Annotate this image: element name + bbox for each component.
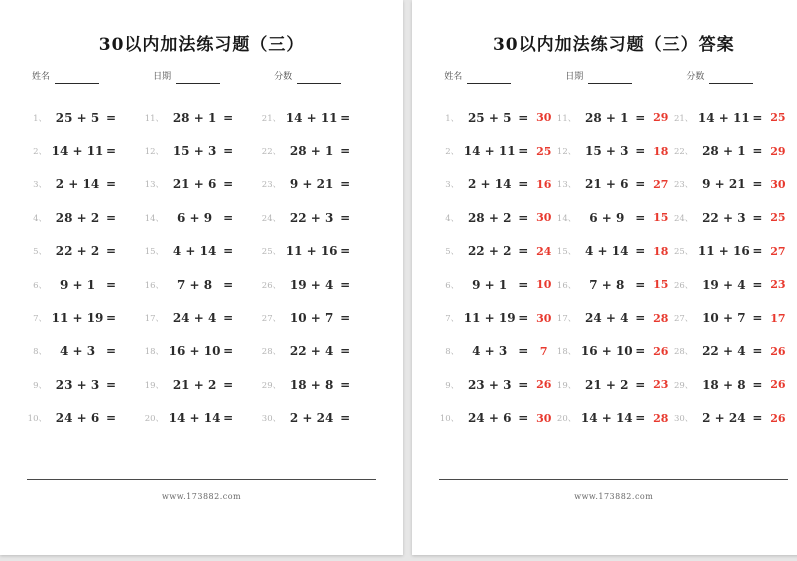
problem-expression: 21 + 6 [172,177,217,192]
field-blank-line [176,71,220,84]
problem-number: 17、 [144,314,165,325]
problem-number: 25、 [261,247,282,258]
footer-url: www.173882.com [574,492,654,501]
problem-item [26,201,143,234]
problem-expression: 23 + 3 [467,377,512,392]
equals-sign: = [752,377,763,392]
problem-number: 1、 [445,113,460,124]
problem-expression: 9 + 21 [702,177,746,192]
field-label: 分数 [274,72,293,82]
problem-expression: 22 + 2 [467,244,512,259]
problem-expression: 7 + 8 [589,277,625,292]
problem-expression: 16 + 10 [580,344,633,359]
problem-number: 23、 [261,180,282,191]
problem-expression: 22 + 4 [289,344,334,359]
equals-sign: = [752,411,763,426]
problem-number: 13、 [556,180,577,191]
equals-sign: = [340,110,351,125]
problem-answer: 30 [536,111,552,125]
footer-url: www.173882.com [162,492,242,501]
equals-sign: = [106,411,117,426]
problem-item [143,235,260,268]
problem-expression: 18 + 8 [702,377,746,392]
problem-expression: 19 + 4 [289,277,334,292]
equals-sign: = [752,311,763,326]
equals-sign: = [223,144,234,159]
problem-item [260,402,377,435]
problem-expression: 14 + 11 [463,144,516,159]
equals-sign: = [518,144,529,159]
problem-item [555,235,672,268]
problem-number: 16、 [556,280,577,291]
problem-item [672,301,789,334]
problem-number: 24、 [261,213,282,224]
problem-answer: 27 [653,177,669,191]
problem-item [260,101,377,134]
problem-expression: 18 + 8 [289,377,334,392]
page-title: 30以内加法练习题（三）答案 [492,35,735,55]
problem-item [143,402,260,435]
problem-number: 22、 [261,147,282,158]
problem-expression: 2 + 24 [289,411,334,426]
problem-number: 30、 [261,414,282,425]
problem-item [438,268,555,301]
problem-number: 25、 [673,247,694,258]
problem-item [555,368,672,401]
equals-sign: = [106,277,117,292]
problem-expression: 24 + 4 [172,311,217,326]
equals-sign: = [518,377,529,392]
equals-sign: = [340,244,351,259]
problem-answer: 25 [536,144,552,158]
problem-answer: 16 [536,177,552,191]
problem-expression: 4 + 3 [59,344,96,359]
equals-sign: = [635,344,646,359]
equals-sign: = [635,277,646,292]
problem-number: 28、 [673,347,694,358]
problem-number: 27、 [673,314,694,325]
problem-expression: 22 + 3 [702,210,746,225]
field-blank-line [297,71,341,84]
problem-number: 2、 [33,147,47,158]
problem-expression: 7 + 8 [177,277,213,292]
problem-expression: 21 + 2 [585,377,629,392]
problem-item [672,368,789,401]
problem-answer: 30 [770,177,786,191]
equals-sign: = [752,144,763,159]
problem-item [143,301,260,334]
equals-sign: = [752,210,763,225]
problem-item [438,101,555,134]
problem-number: 20、 [144,414,165,425]
problem-number: 6、 [445,280,460,291]
field-label: 日期 [153,72,172,82]
problem-item [672,101,789,134]
problem-expression: 2 + 14 [467,177,512,192]
equals-sign: = [106,244,117,259]
problem-answer: 26 [770,378,786,392]
equals-sign: = [752,277,763,292]
problem-answer: 18 [653,144,669,158]
problem-item [438,235,555,268]
equals-sign: = [518,411,529,426]
equals-sign: = [518,177,529,192]
problem-answer: 15 [653,278,669,292]
problem-item [143,201,260,234]
equals-sign: = [635,411,646,426]
equals-sign: = [223,311,234,326]
equals-sign: = [106,144,117,159]
problem-number: 20、 [556,414,577,425]
field-label: 姓名 [444,72,463,82]
field-blank-line [588,71,632,84]
problem-item [260,368,377,401]
problem-item [438,335,555,368]
problem-expression: 23 + 3 [55,377,100,392]
equals-sign: = [340,277,351,292]
equals-sign: = [340,144,351,159]
problem-answer: 23 [770,278,786,292]
problem-answer: 26 [770,411,786,425]
equals-sign: = [635,377,646,392]
problem-number: 9、 [33,380,47,391]
problem-expression: 6 + 9 [177,210,213,225]
problem-expression: 16 + 10 [168,344,221,359]
problem-answer: 29 [653,111,669,125]
problem-item [26,235,143,268]
problem-answer: 28 [653,311,669,325]
equals-sign: = [106,177,117,192]
problem-item [672,168,789,201]
problem-number: 27、 [261,314,282,325]
problem-item [143,335,260,368]
problem-number: 7、 [445,314,460,325]
problem-number: 15、 [144,247,165,258]
problem-expression: 24 + 6 [55,411,100,426]
field-blank-line [467,71,511,84]
problem-expression: 14 + 14 [580,411,633,426]
problem-number: 7、 [33,314,47,325]
problem-item [26,301,143,334]
problem-item [672,134,789,167]
problem-answer: 17 [770,311,786,325]
problem-answer: 30 [536,411,552,425]
problem-answer: 27 [770,244,786,258]
problem-number: 26、 [673,280,694,291]
problem-number: 4、 [33,213,47,224]
equals-sign: = [340,210,351,225]
problem-answer: 15 [653,211,669,225]
problem-item [438,134,555,167]
problem-number: 11、 [556,113,577,124]
problem-number: 4、 [445,213,460,224]
equals-sign: = [223,344,234,359]
problem-number: 19、 [144,380,165,391]
problem-number: 2、 [445,147,460,158]
header-fields [26,69,377,84]
equals-sign: = [106,210,117,225]
problem-item [672,201,789,234]
problem-item [143,368,260,401]
problem-item [672,335,789,368]
problem-item [260,168,377,201]
problem-item [26,335,143,368]
problem-number: 17、 [556,314,577,325]
problem-item [143,134,260,167]
problem-item [438,201,555,234]
equals-sign: = [518,311,529,326]
problem-item [672,235,789,268]
equals-sign: = [752,110,763,125]
problem-expression: 11 + 16 [697,244,750,259]
field-label: 日期 [565,72,584,82]
page-title: 30以内加法练习题（三） [98,35,305,55]
problem-expression: 28 + 1 [172,110,217,125]
problem-item [438,368,555,401]
problem-answer: 26 [770,344,786,358]
problem-item [672,402,789,435]
problem-expression: 4 + 14 [172,244,217,259]
equals-sign: = [635,177,646,192]
problem-expression: 9 + 21 [289,177,334,192]
problem-item [26,402,143,435]
problem-item [555,335,672,368]
problem-number: 3、 [445,180,460,191]
problem-number: 15、 [556,247,577,258]
problem-expression: 21 + 6 [585,177,629,192]
problem-expression: 22 + 4 [702,344,746,359]
equals-sign: = [518,110,529,125]
problem-item [555,134,672,167]
problem-expression: 25 + 5 [467,110,512,125]
problem-expression: 22 + 2 [55,244,100,259]
problem-answer: 26 [653,344,669,358]
problem-answer: 28 [653,411,669,425]
equals-sign: = [223,110,234,125]
problem-item [26,368,143,401]
problem-expression: 2 + 24 [702,411,746,426]
equals-sign: = [340,344,351,359]
problem-number: 28、 [261,347,282,358]
problem-number: 29、 [673,380,694,391]
problem-expression: 11 + 16 [285,244,338,259]
problem-number: 12、 [556,147,577,158]
problem-expression: 24 + 6 [467,411,512,426]
problem-answer: 26 [536,378,552,392]
header-fields [438,69,789,84]
equals-sign: = [518,210,529,225]
problem-item [438,168,555,201]
problem-expression: 14 + 14 [168,411,221,426]
equals-sign: = [223,411,234,426]
page-footer [27,479,376,503]
blank-field [686,69,753,84]
problem-item [555,268,672,301]
problem-answer: 25 [770,211,786,225]
field-label: 分数 [686,72,705,82]
problem-expression: 10 + 7 [289,311,334,326]
equals-sign: = [752,177,763,192]
problem-expression: 28 + 1 [702,144,746,159]
problem-number: 8、 [445,347,460,358]
problem-expression: 11 + 19 [463,311,516,326]
problem-expression: 21 + 2 [172,377,217,392]
problem-number: 9、 [445,380,460,391]
problem-number: 21、 [673,113,694,124]
problem-item [672,268,789,301]
equals-sign: = [106,377,117,392]
problem-item [555,402,672,435]
problem-item [260,201,377,234]
equals-sign: = [223,377,234,392]
problem-item [438,301,555,334]
problem-expression: 4 + 14 [585,244,629,259]
problem-number: 3、 [33,180,47,191]
problem-number: 14、 [556,213,577,224]
problem-number: 23、 [673,180,694,191]
problem-number: 22、 [673,147,694,158]
problem-answer: 24 [536,244,552,258]
problem-answer: 29 [770,144,786,158]
equals-sign: = [340,411,351,426]
equals-sign: = [340,177,351,192]
problem-expression: 22 + 3 [289,210,334,225]
problem-expression: 9 + 1 [59,277,96,292]
problem-item [438,402,555,435]
blank-field [153,69,220,84]
equals-sign: = [223,177,234,192]
problem-expression: 11 + 19 [51,311,104,326]
equals-sign: = [752,344,763,359]
problem-number: 5、 [33,247,47,258]
equals-sign: = [635,144,646,159]
problem-item [26,101,143,134]
equals-sign: = [518,277,529,292]
problem-answer: 25 [770,111,786,125]
problem-number: 30、 [673,414,694,425]
problem-number: 16、 [144,280,165,291]
problem-answer: 30 [536,311,552,325]
problem-item [555,201,672,234]
equals-sign: = [106,110,117,125]
problem-expression: 28 + 2 [55,210,100,225]
problem-number: 13、 [144,180,165,191]
problem-expression: 28 + 1 [289,144,334,159]
problem-number: 11、 [144,113,165,124]
problem-item [143,101,260,134]
problem-expression: 10 + 7 [702,311,746,326]
equals-sign: = [223,277,234,292]
equals-sign: = [106,311,117,326]
field-blank-line [709,71,753,84]
problem-expression: 28 + 2 [467,210,512,225]
problem-number: 8、 [33,347,47,358]
problem-number: 24、 [673,213,694,224]
problem-number: 6、 [33,280,47,291]
problem-answer: 18 [653,244,669,258]
problem-answer: 10 [536,278,552,292]
problem-item [555,101,672,134]
problem-item [260,335,377,368]
problem-expression: 9 + 1 [472,277,508,292]
problem-expression: 2 + 14 [55,177,100,192]
problem-number: 14、 [144,213,165,224]
problem-item [555,168,672,201]
problem-number: 29、 [261,380,282,391]
problem-number: 1、 [33,113,47,124]
problem-answer: 23 [653,378,669,392]
problem-item [26,268,143,301]
blank-field [444,69,511,84]
problem-answer: 30 [536,211,552,225]
problem-item [260,268,377,301]
problem-item [260,134,377,167]
problem-expression: 6 + 9 [589,210,625,225]
problem-number: 21、 [261,113,282,124]
problem-expression: 24 + 4 [585,311,629,326]
problem-number: 5、 [445,247,460,258]
problem-expression: 19 + 4 [702,277,746,292]
field-label: 姓名 [32,72,51,82]
equals-sign: = [635,110,646,125]
page-footer [439,479,788,503]
problem-number: 18、 [556,347,577,358]
equals-sign: = [752,244,763,259]
equals-sign: = [106,344,117,359]
field-blank-line [55,71,99,84]
answer-grid [438,101,789,435]
problem-expression: 25 + 5 [55,110,100,125]
equals-sign: = [635,210,646,225]
problem-item [555,301,672,334]
blank-field [274,69,341,84]
equals-sign: = [340,311,351,326]
problem-number: 26、 [261,280,282,291]
problem-item [26,134,143,167]
answers-page [412,0,797,555]
equals-sign: = [223,244,234,259]
equals-sign: = [635,311,646,326]
problem-expression: 4 + 3 [472,344,508,359]
equals-sign: = [518,244,529,259]
problem-answer: 7 [539,344,548,358]
equals-sign: = [518,344,529,359]
problem-item [260,235,377,268]
problem-item [260,301,377,334]
problem-number: 12、 [144,147,165,158]
problem-expression: 14 + 11 [285,110,338,125]
problem-grid [26,101,377,435]
problem-item [143,168,260,201]
problem-number: 10、 [27,414,47,425]
problem-number: 19、 [556,380,577,391]
equals-sign: = [635,244,646,259]
problem-expression: 14 + 11 [51,144,104,159]
blank-field [565,69,632,84]
problem-expression: 15 + 3 [585,144,629,159]
equals-sign: = [340,377,351,392]
problem-number: 18、 [144,347,165,358]
problem-item [26,168,143,201]
problem-number: 10、 [439,414,460,425]
problem-item [143,268,260,301]
problem-expression: 28 + 1 [585,110,629,125]
problem-expression: 14 + 11 [697,110,750,125]
problem-expression: 15 + 3 [172,144,217,159]
blank-field [32,69,99,84]
equals-sign: = [223,210,234,225]
